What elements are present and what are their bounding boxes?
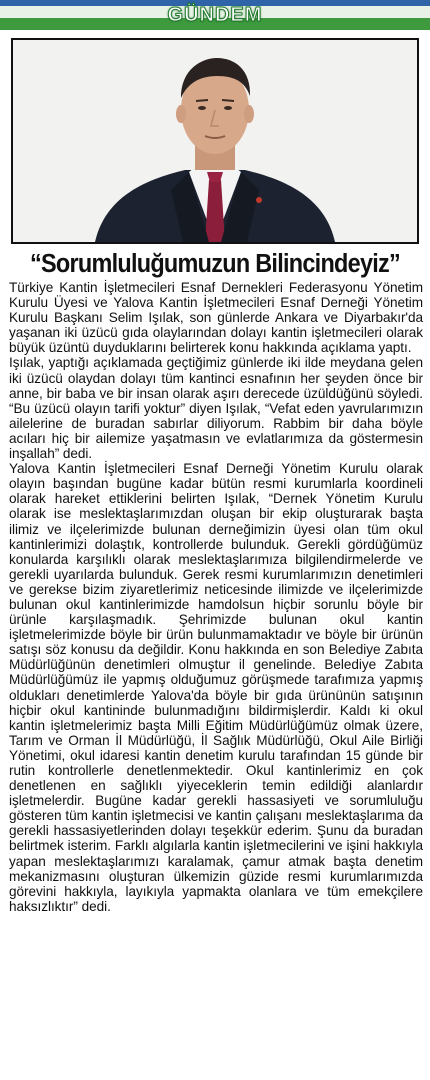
article-paragraph: Yalova Kantin İşletmecileri Esnaf Derneği Yönetim Kurulu olarak olayın başından bugüne kadar bütün resmi kurumlarla koordineli olarak hareket ettiklerini belirten Işılak, “Dernek Yönetim Kurulu olarak ise meslektaşlarımızdan oluşan bir ekip oluşturarak başta ilimiz ve ilçelerimizde bulunan derneğimizin üyesi olan tüm okul kantinlerimizi dolaştık, kontrollerde bulunduk. Gerekli gördüğümüz konularda karşılıklı olarak meslektaşlarımıza bilgilendirmelerde ve gerekli uyarılarda bulunduk. Gerek resmi kurumlarımızın denetimleri ve gerekse bizim ziyaretlerimiz neticesinde ilimizde ve ilçelerimizde bulunan okul kantinlerimizde hamdolsun hiçbir sorunlu böyle bir ürünle karşılaşmadık. Şehrimizde bulunan okul kantin işletmelerimizde böyle bir ürün bulunmamaktadır ve böyle bir ürünün satışı söz konusu da değildir. Konu hakkında en son Belediye Zabıta Müdürlüğünün denetimleri olmuştur il genelinde. Belediye Zabıta Müdürlüğümüz ile yapmış olduğumuz görüşmede tarafımıza yapmış oldukları denetimlerde Yalova'da böyle bir gıda ürününün satışının hiçbir okul kantininde bulunmadığını bildirmişlerdir. Kaldı ki okul kantin işletmelerimiz başta Milli Eğitim Müdürlüğümüz olmak üzere, Tarım ve Orman İl Müdürlüğü, İl Sağlık Müdürlüğü, Okul Aile Birliği Yönetimi, okul idaresi kantin denetim kurulu tarafından 15 günde bir rutin kontrollerle denetlenmektedir. Okul kantinlerimiz en çok denetlenen en sağlıklı yiyeceklerin temin edildiği alanlardır işletmelerdir. Bugüne kadar gerekli hassasiyeti ve sorumluluğu gösteren tüm kantin işletmecisi ve kantin çalışanı meslektaşlarıma da gerekli hassasiyetlerinden dolayı teşekkür ederim. Şunu da buradan belirtmek isterim. Farklı algılarla kantin işletmecilerini ve işini hakkıyla yapan meslektaşlarımızı karalamak, çamur atmak başta denetim mekanizmasını oluşturan ülkemizin güzide resmi kurumlarımızda görevini hakkıyla, layıkıyla yapmakta olanlara ve tüm emekçilere haksızlıktır” dedi. xyxy=(9,461,423,914)
article-headline: “Sorumluluğumuzun Bilincindeyiz” xyxy=(29,250,401,278)
section-label: GÜNDEM xyxy=(167,4,263,26)
article-photo xyxy=(11,38,419,244)
article-paragraph: Türkiye Kantin İşletmecileri Esnaf Dernekleri Federasyonu Yönetim Kurulu Üyesi ve Yalova Kantin İşletmecileri Esnaf Derneği Yönetim Kurulu Başkanı Selim Işılak, son günlerde Ankara ve Diyarbakır'da yaşanan iki üzücü gıda olaylarından dolayı kantin işletmecileri olarak büyük üzüntü duyduklarını belirterek konu hakkında açıklama yaptı. xyxy=(9,280,423,356)
article-body xyxy=(9,280,423,914)
article-paragraph: Işılak, yaptığı açıklamada geçtiğimiz günlerde iki ilde meydana gelen iki üzücü olaydan dolayı tüm kantinci esnafının her şeyden önce bir anne, bir baba ve bir insan olarak aşırı derecede üzüldüğünü söyledi. “Bu üzücü olayın tarifi yoktur” diyen Işılak, “Vefat eden yavrularımızın ailelerine de buradan sabırlar diliyorum. Rabbim bir daha böyle acıları hiç bir ailemize yaşatmasın ve evlatlarımıza da göstermesin inşallah” dedi. xyxy=(9,355,423,462)
section-banner xyxy=(0,0,430,30)
portrait-image xyxy=(13,40,417,242)
